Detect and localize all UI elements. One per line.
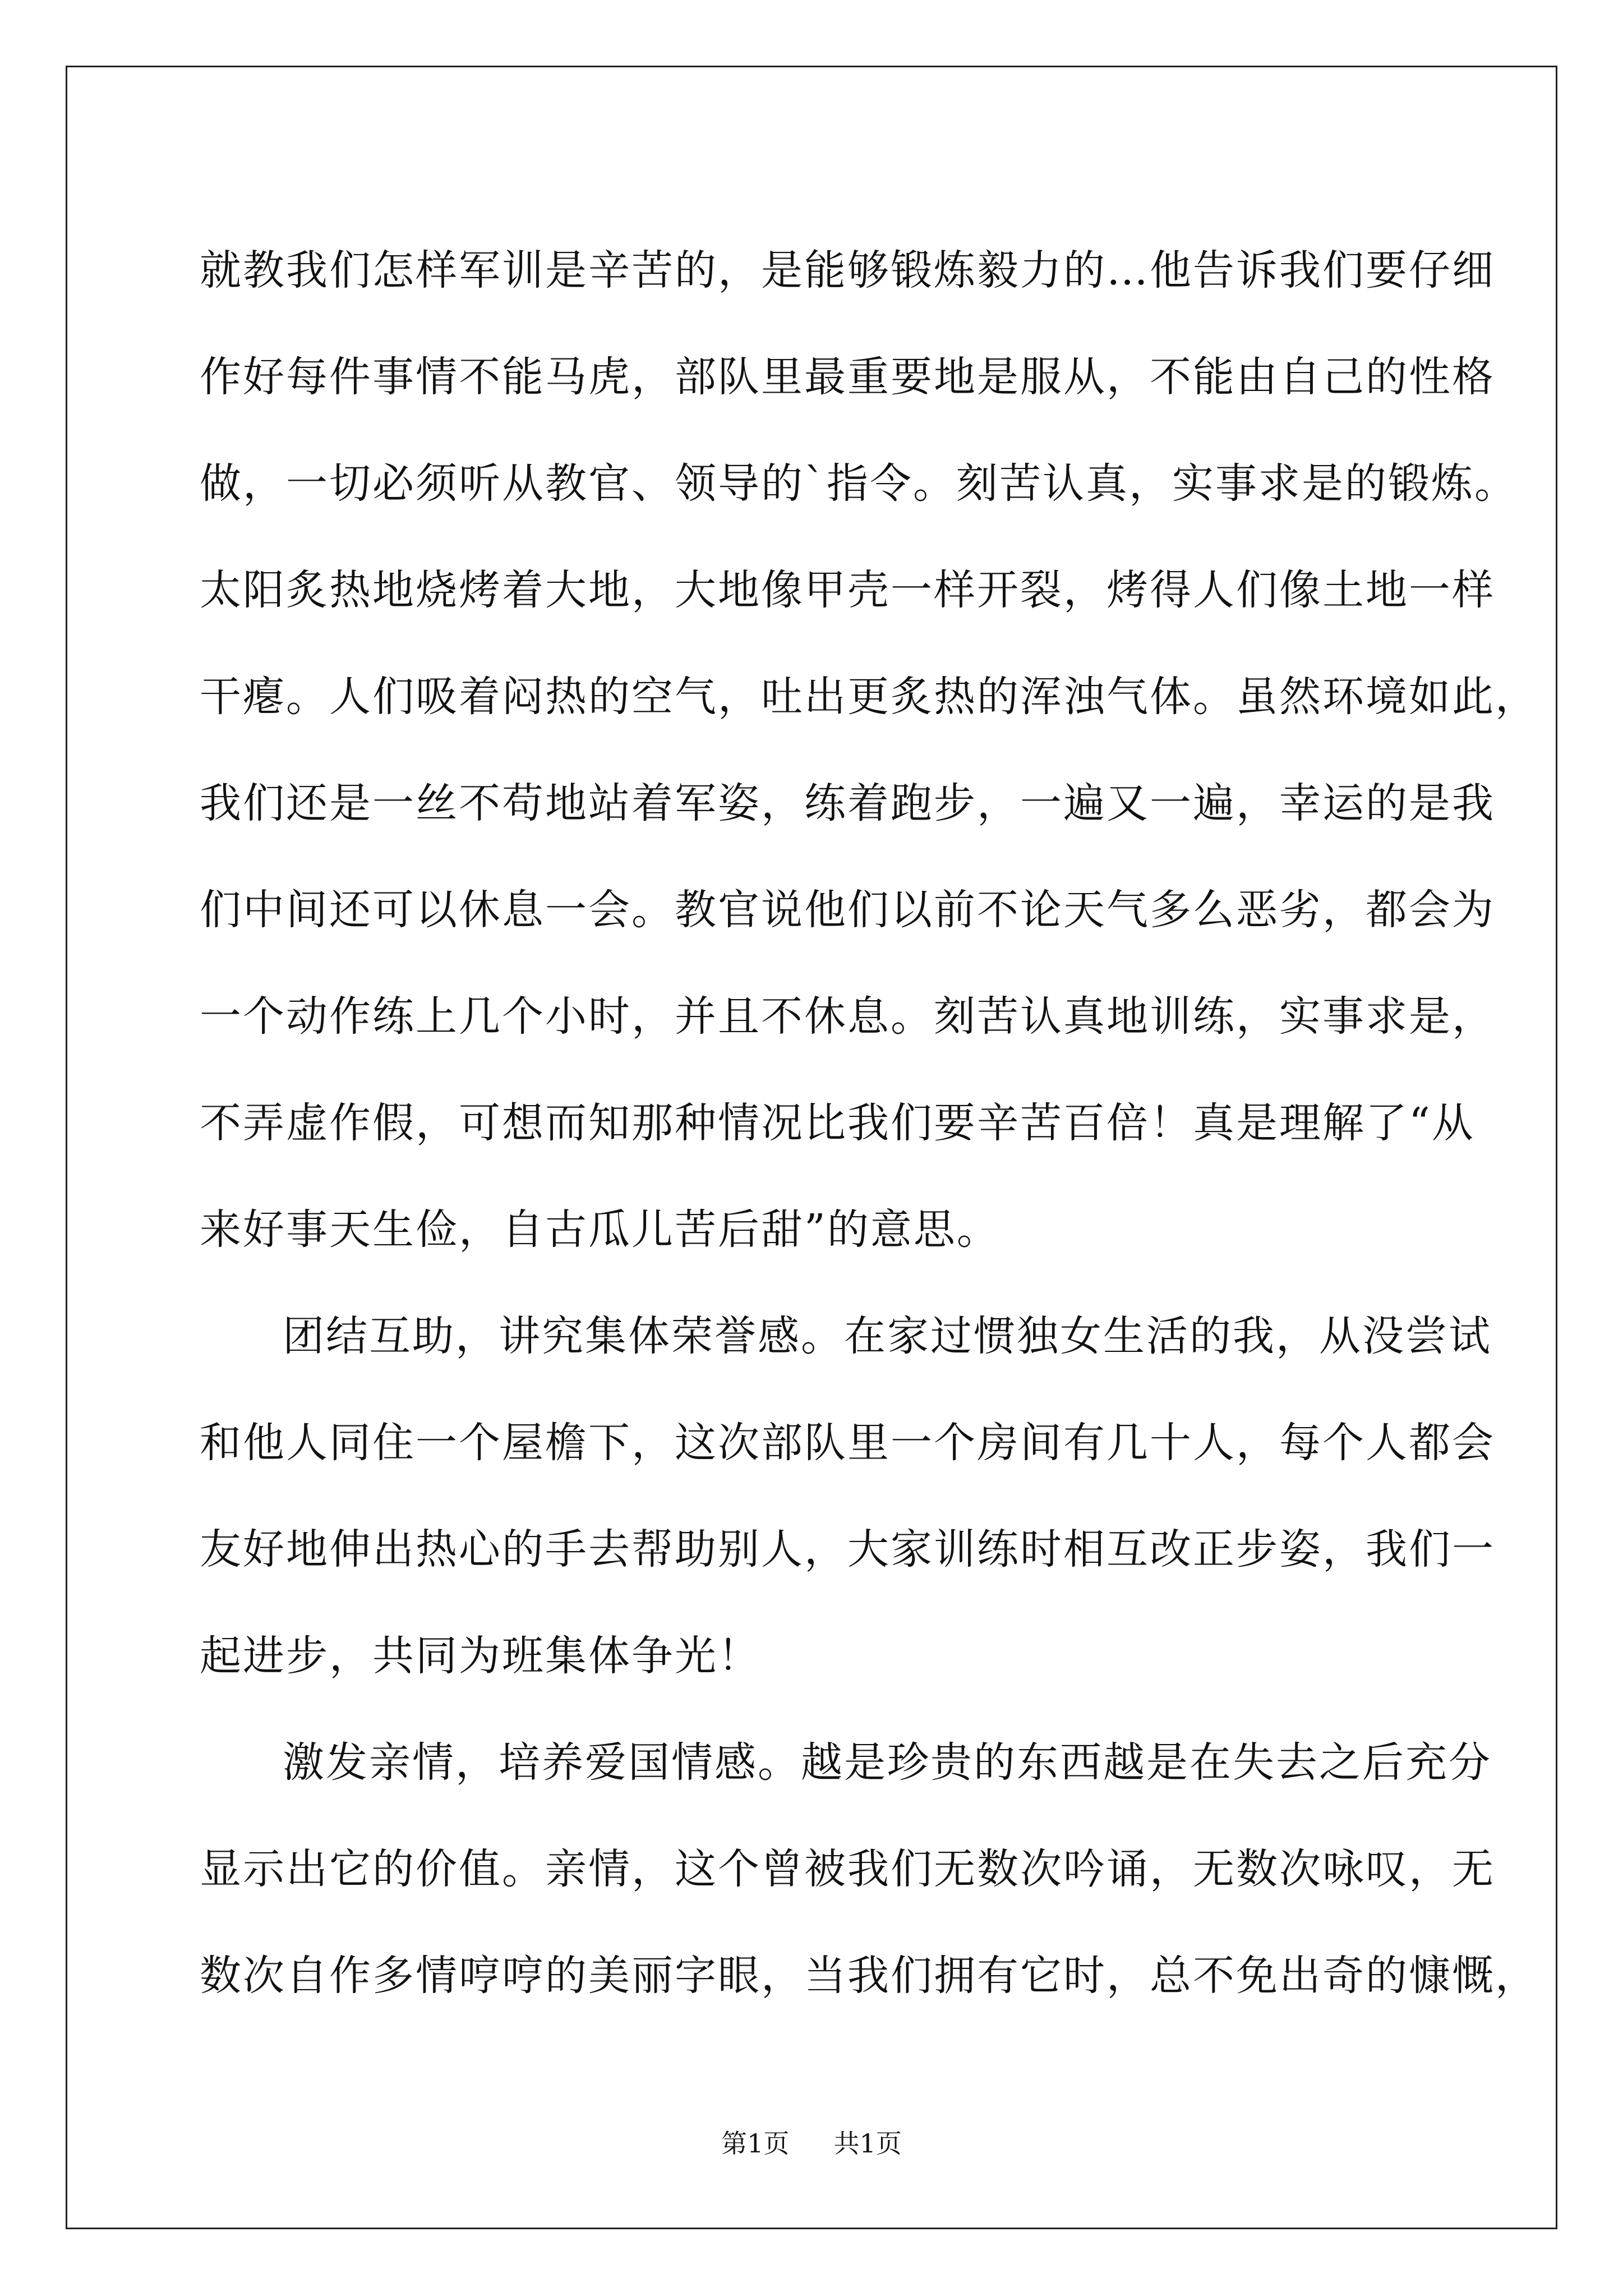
text-line: 作好每件事情不能马虎，部队里最重要地是服从，不能由自己的性格 xyxy=(200,353,1495,401)
text-line: 干瘪。人们吸着闷热的空气，吐出更炙热的浑浊气体。虽然环境如此， xyxy=(200,673,1538,721)
text-line: 来好事天生俭，自古瓜儿苦后甜”的意思。 xyxy=(200,1205,1000,1254)
page-number-total: 共1页 xyxy=(833,2128,902,2159)
page-number-current: 第1页 xyxy=(721,2128,790,2159)
text-line: 做，一切必须听从教官、领导的`指令。刻苦认真，实事求是的锻炼。 xyxy=(200,459,1518,508)
text-line: 我们还是一丝不苟地站着军姿，练着跑步，一遍又一遍，幸运的是我 xyxy=(200,779,1495,827)
text-line: 数次自作多情哼哼的美丽字眼，当我们拥有它时，总不免出奇的慷慨， xyxy=(200,1952,1538,2000)
text-line: 显示出它的价值。亲情，这个曾被我们无数次吟诵，无数次咏叹，无 xyxy=(200,1845,1495,1893)
text-line: 就教我们怎样军训是辛苦的，是能够锻炼毅力的…他告诉我们要仔细 xyxy=(200,246,1495,295)
text-line: 团结互助，讲究集体荣誉感。在家过惯独女生活的我，从没尝试 xyxy=(283,1312,1492,1360)
text-line: 一个动作练上几个小时，并且不休息。刻苦认真地训练，实事求是， xyxy=(200,992,1495,1041)
text-line: 和他人同住一个屋檐下，这次部队里一个房间有几十人，每个人都会 xyxy=(200,1419,1495,1467)
text-line: 激发亲情，培养爱国情感。越是珍贵的东西越是在失去之后充分 xyxy=(283,1738,1492,1787)
body-text xyxy=(200,217,1538,2029)
text-line: 太阳炙热地烧烤着大地，大地像甲壳一样开裂，烤得人们像土地一样 xyxy=(200,566,1495,614)
text-line: 友好地伸出热心的手去帮助别人，大家训练时相互改正步姿，我们一 xyxy=(200,1525,1495,1573)
text-line: 不弄虚作假，可想而知那种情况比我们要辛苦百倍！真是理解了“从 xyxy=(200,1099,1475,1147)
text-line: 起进步，共同为班集体争光！ xyxy=(200,1632,761,1680)
text-line: 们中间还可以休息一会。教官说他们以前不论天气多么恶劣，都会为 xyxy=(200,886,1495,934)
page-footer xyxy=(0,2123,1623,2160)
